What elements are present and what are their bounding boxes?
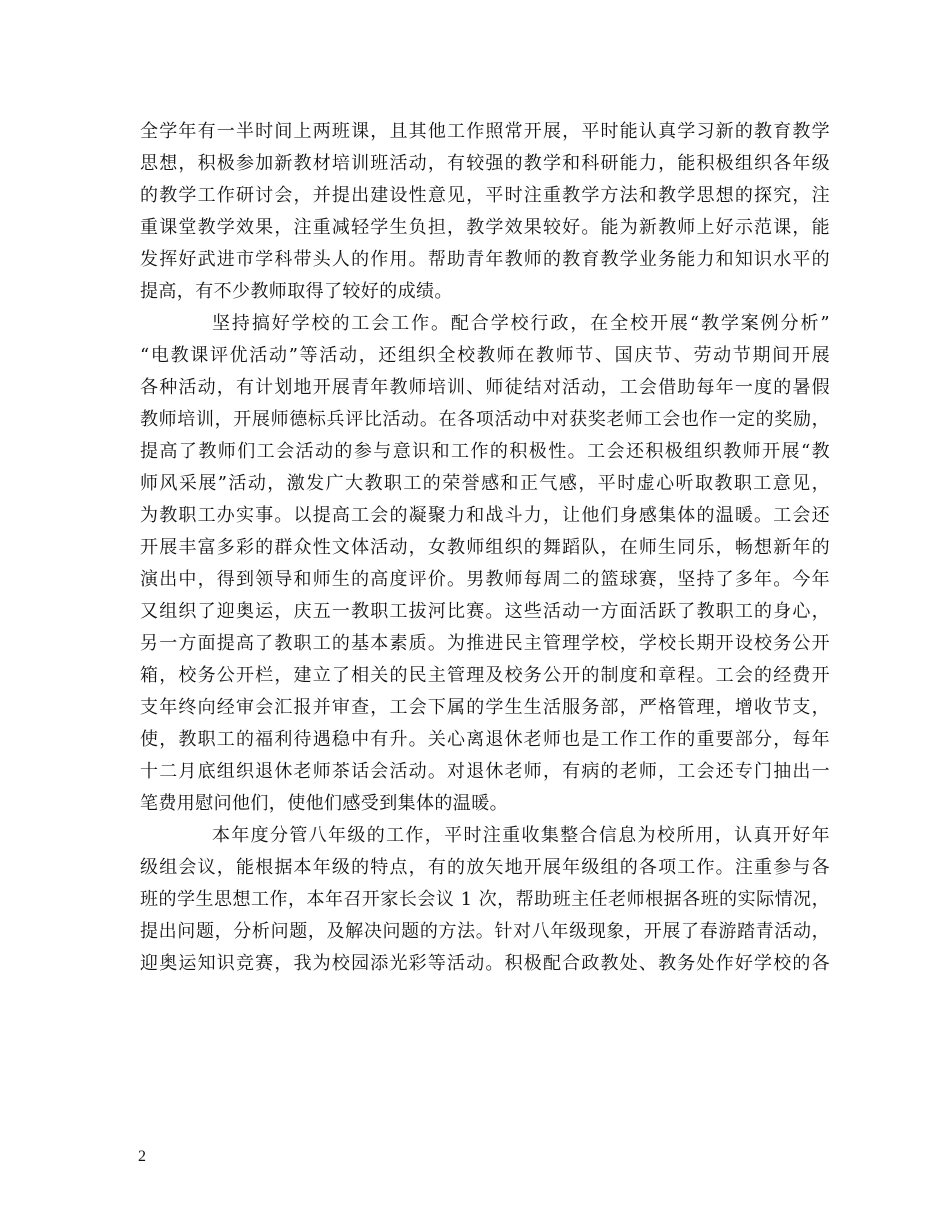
text-line: 发挥好武进市学科带头人的作用。帮助青年教师的教育教学业务能力和知识水平的 <box>140 249 830 270</box>
text-line: 箱，校务公开栏，建立了相关的民主管理及校务公开的制度和章程。工会的经费开 <box>140 665 830 686</box>
document-body <box>140 116 830 980</box>
text-line: 为教职工办实事。以提高工会的凝聚力和战斗力，让他们身感集体的温暖。工会还 <box>140 505 830 526</box>
text-line: 各种活动，有计划地开展青年教师培训、师徒结对活动，工会借助每年一度的暑假 <box>140 377 830 398</box>
text-line: 班的学生思想工作，本年召开家长会议 1 次，帮助班主任老师根据各班的实际情况， <box>140 889 830 910</box>
text-line: 另一方面提高了教职工的基本素质。为推进民主管理学校，学校长期开设校务公开 <box>140 633 830 654</box>
text-line: 级组会议，能根据本年级的特点，有的放矢地开展年级组的各项工作。注重参与各 <box>140 857 830 878</box>
text-line: 提出问题，分析问题，及解决问题的方法。针对八年级现象，开展了春游踏青活动， <box>140 921 830 942</box>
text-line: 迎奥运知识竞赛，我为校园添光彩等活动。积极配合政教处、教务处作好学校的各 <box>140 953 830 974</box>
text-line: 笔费用慰问他们，使他们感受到集体的温暖。 <box>140 793 508 814</box>
text-line: 本年度分管八年级的工作，平时注重收集整合信息为校所用，认真开好年 <box>212 825 830 846</box>
text-line: 思想，积极参加新教材培训班活动，有较强的教学和科研能力，能积极组织各年级 <box>140 153 830 174</box>
paragraph <box>140 308 830 820</box>
text-line: 支年终向经审会汇报并审查，工会下属的学生生活服务部，严格管理，增收节支， <box>140 697 830 718</box>
text-line: 十二月底组织退休老师茶话会活动。对退休老师，有病的老师，工会还专门抽出一 <box>140 761 830 782</box>
text-line: 又组织了迎奥运，庆五一教职工拔河比赛。这些活动一方面活跃了教职工的身心， <box>140 601 830 622</box>
text-line: 全学年有一半时间上两班课，且其他工作照常开展，平时能认真学习新的教育教学 <box>140 121 830 142</box>
text-line: 演出中，得到领导和师生的高度评价。男教师每周二的篮球赛，坚持了多年。今年 <box>140 569 830 590</box>
text-line: 教师培训，开展师德标兵评比活动。在各项活动中对获奖老师工会也作一定的奖励， <box>140 409 830 430</box>
text-line: 提高了教师们工会活动的参与意识和工作的积极性。工会还积极组织教师开展“教 <box>140 441 830 462</box>
text-line: 师风采展”活动，激发广大教职工的荣誉感和正气感，平时虚心听取教职工意见， <box>140 473 830 494</box>
text-line: “电教课评优活动”等活动，还组织全校教师在教师节、国庆节、劳动节期间开展 <box>140 345 830 366</box>
text-line: 重课堂教学效果，注重减轻学生负担，教学效果较好。能为新教师上好示范课，能 <box>140 217 830 238</box>
paragraph <box>140 820 830 980</box>
text-line: 的教学工作研讨会，并提出建设性意见，平时注重教学方法和教学思想的探究，注 <box>140 185 830 206</box>
text-line: 坚持搞好学校的工会工作。配合学校行政，在全校开展“教学案例分析” <box>212 313 830 334</box>
page-number: 2 <box>138 1148 146 1165</box>
text-line: 提高，有不少教师取得了较好的成绩。 <box>140 281 453 302</box>
text-line: 使，教职工的福利待遇稳中有升。关心离退休老师也是工作工作的重要部分，每年 <box>140 729 830 750</box>
text-line: 开展丰富多彩的群众性文体活动，女教师组织的舞蹈队，在师生同乐，畅想新年的 <box>140 537 830 558</box>
paragraph <box>140 116 830 308</box>
